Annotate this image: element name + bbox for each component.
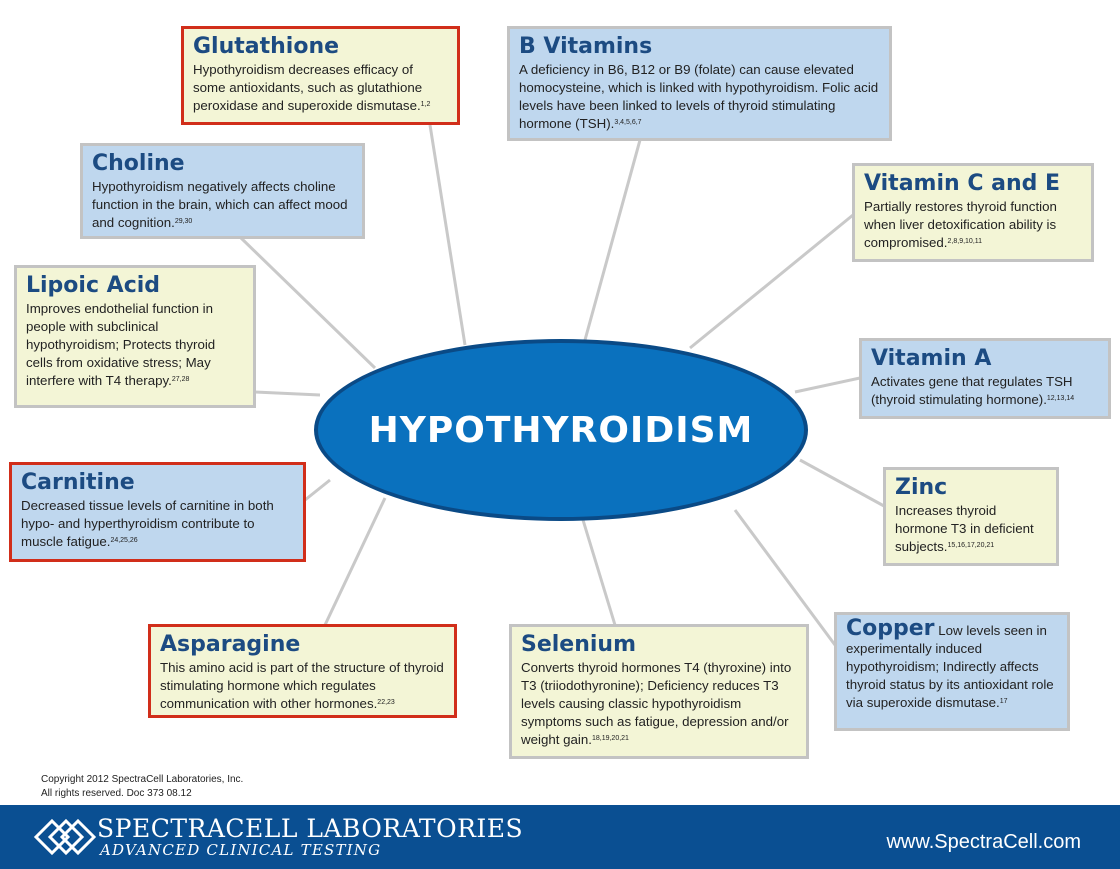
node-lipoic-acid: [14, 265, 256, 408]
node-title: Lipoic Acid: [26, 273, 161, 298]
connector-selenium: [583, 520, 615, 625]
connector-vitamin-a: [795, 378, 860, 392]
node-selenium: [509, 624, 809, 759]
node-copper: [834, 612, 1070, 731]
connector-glutathione: [430, 125, 465, 345]
node-title: Asparagine: [160, 632, 301, 657]
node-text: A deficiency in B6, B12 or B9 (folate) can cause elevated homocysteine, which is linked with hypothyroidism. Folic acid levels have been linked to levels of thyroid stimulating hormone (TSH).$^{3,4,5,6,7}$: [519, 62, 879, 131]
node-title: Selenium: [521, 632, 637, 657]
node-vitamin-c-and-e: [852, 163, 1094, 262]
copyright-line-2: All rights reserved. Doc 373 08.12: [41, 788, 192, 799]
node-text: Decreased tissue levels of carnitine in both hypo- and hyperthyroidism contribute to muscle fatigue.$^{24,25,26}$: [21, 498, 274, 549]
node-text: Copper Low levels seen in experimentally induced hypothyroidism; Indirectly affects thyroid status by its antioxidant role via superoxide dismutase.$^{17}$: [846, 616, 1054, 710]
node-text: Activates gene that regulates TSH (thyroid stimulating hormone).$^{12,13,14}$: [871, 374, 1075, 407]
connector-choline: [240, 237, 375, 368]
copyright-line-1: Copyright 2012 SpectraCell Laboratories, Inc.: [41, 774, 244, 785]
website-link[interactable]: www.SpectraCell.com: [886, 831, 1081, 853]
node-title: Zinc: [895, 475, 948, 500]
node-choline: [80, 143, 365, 239]
copyright-notice: [41, 773, 243, 801]
node-text: Increases thyroid hormone T3 in deficient subjects.$^{15,16,17,20,21}$: [895, 503, 1034, 554]
hypothyroidism-hub: [314, 339, 808, 521]
node-text: Partially restores thyroid function when liver detoxification ability is compromised.$^{2,8,9,10,11}$: [864, 199, 1057, 250]
node-title: Vitamin C and E: [864, 171, 1061, 196]
node-vitamin-a: [859, 338, 1111, 419]
hub-label: HYPOTHYROIDISM: [368, 409, 754, 451]
node-b-vitamins: [507, 26, 892, 141]
node-title: Choline: [92, 151, 185, 176]
node-text: Hypothyroidism decreases efficacy of some antioxidants, such as glutathione peroxidase and superoxide dismutase.$^{1,2}$: [193, 62, 431, 113]
brand-name: SPECTRACELL LABORATORIES: [97, 814, 524, 843]
node-title: Carnitine: [21, 470, 135, 495]
connector-vitamin-c-e: [690, 215, 853, 348]
connector-zinc: [800, 460, 884, 506]
node-title: Vitamin A: [871, 346, 992, 371]
footer-bar: [0, 805, 1120, 869]
node-text: Hypothyroidism negatively affects choline function in the brain, which can affect mood and cognition.$^{29,30}$: [92, 179, 348, 230]
node-glutathione: [181, 26, 460, 125]
node-text: Improves endothelial function in people with subclinical hypothyroidism; Protects thyroid cells from oxidative stress; May interfere with T4 therapy.$^{27,28}$: [26, 301, 216, 388]
connector-lipoic-acid: [255, 392, 320, 395]
node-title: Copper: [846, 616, 935, 641]
connector-b-vitamins: [585, 140, 640, 340]
node-title: B Vitamins: [519, 34, 653, 59]
node-title: Glutathione: [193, 34, 340, 59]
node-asparagine: [148, 624, 457, 718]
node-text: Converts thyroid hormones T4 (thyroxine) into T3 (triiodothyronine); Deficiency reduces T3 levels causing classic hypothyroidism symptoms such as fatigue, depression and/or weight gain.$^{18,19,20,21}$: [521, 660, 792, 747]
interlocked-diamond-logo-icon: [32, 817, 98, 857]
connector-carnitine: [305, 480, 330, 500]
node-text: This amino acid is part of the structure of thyroid stimulating hormone which regulates communication with other hormones.$^{22,23}$: [160, 660, 444, 711]
brand-tagline: ADVANCED CLINICAL TESTING: [100, 841, 382, 859]
node-zinc: [883, 467, 1059, 566]
node-carnitine: [9, 462, 306, 562]
connector-asparagine: [325, 498, 385, 625]
